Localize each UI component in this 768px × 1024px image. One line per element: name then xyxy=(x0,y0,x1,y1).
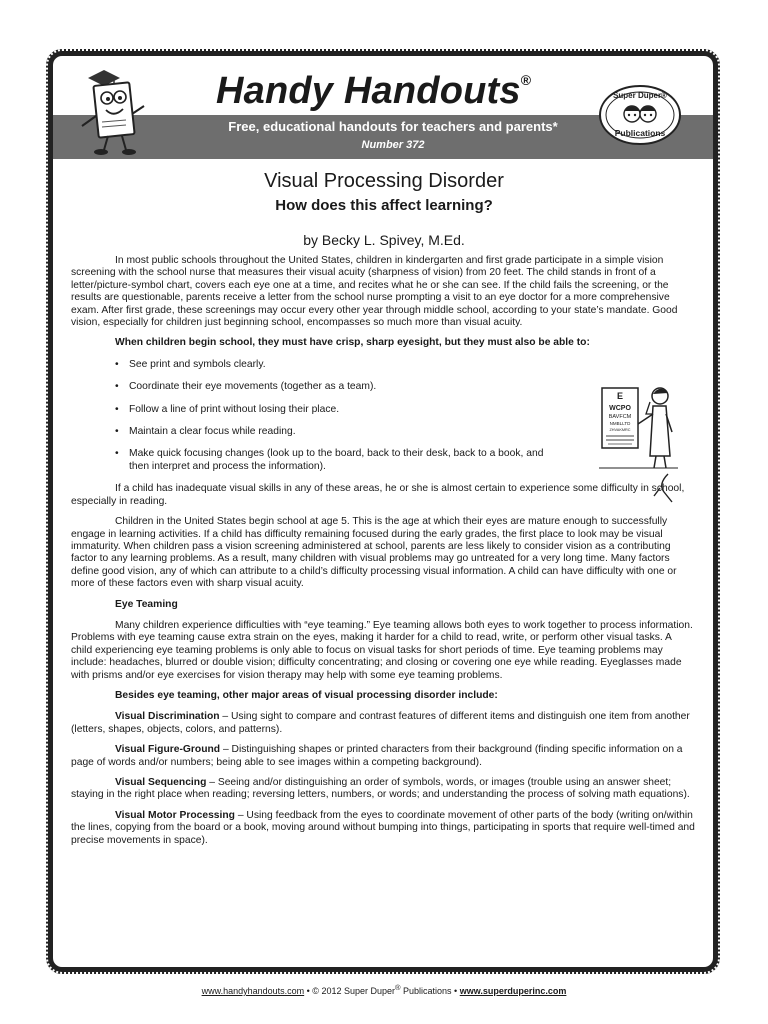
heading-eye-teaming: Eye Teaming xyxy=(115,598,178,610)
paragraph-age: Children in the United States begin school at age 5. This is the age at which their eyes are mature enough to successfully engage in learning activities. If a child has difficulty remaining focused during the early grades, the first place to look may be visual immaturity. When children pass a vision screening administered at school, parents are less likely to consider vision as a contributing factor to any learning problems. As a result, many children with visual problems may go untreated for a very long time. Many factors define good vision, any of which can attribute to a child’s difficulty processing visual information. A child can have difficulty with one or more of these factors even with sharp visual acuity. xyxy=(71,516,677,590)
handout-number: Number 372 xyxy=(361,139,425,151)
area-item xyxy=(71,711,695,736)
list-item: • Make quick focusing changes (look up to the board, back to their desk, back to a book, and then interpret and process the information). xyxy=(115,448,545,473)
list-item: • Follow a line of print without losing their place. xyxy=(115,404,545,416)
areas-lead: Besides eye teaming, other major areas of visual processing disorder include: xyxy=(115,689,498,701)
bullet-lead: When children begin school, they must have crisp, sharp eyesight, but they must also be able to: xyxy=(115,337,590,349)
paragraph-eye-teaming: Many children experience difficulties with “eye teaming.” Eye teaming allows both eyes to work together to process information. Problems with eye teaming cause extra strain on the eyes, making it harder for a child to read, write, or perform other visual tasks. A child experiencing eye teaming problems is only able to focus on visual tasks for short periods of time. Eye teaming problems may include: headaches, blurred or double vision; difficulty concentrating; and closing or covering one eye while reading. Eyeglasses made with prisms and/or eye exercises for vision therapy may help with some eye teaming problems. xyxy=(71,619,693,681)
footer-copyright: • © 2012 Super Duper xyxy=(304,986,395,996)
badge-bottom-text: Publications xyxy=(614,128,666,138)
article-body xyxy=(71,255,695,855)
brand-title xyxy=(216,70,531,113)
badge-top-text: Super Duper® xyxy=(613,91,667,100)
list-item: • Coordinate their eye movements (together as a team). xyxy=(115,381,545,393)
footer-publisher: Publications • xyxy=(400,986,460,996)
article-subtitle: How does this affect learning? xyxy=(275,197,493,214)
chart-line-5: ZHVAKMRC xyxy=(609,428,631,432)
header-tagline: Free, educational handouts for teachers and parents* xyxy=(228,119,558,134)
paragraph-inadequate: If a child has inadequate visual skills in any of these areas, he or she is almost certain to experience some difficulty in school, especially in reading. xyxy=(71,483,685,507)
eye-exam-illustration xyxy=(598,384,680,508)
area-item xyxy=(71,810,695,847)
list-item: • Maintain a clear focus while reading. xyxy=(115,426,545,438)
chart-line-4: NMBLLTD xyxy=(609,421,631,426)
area-item xyxy=(71,744,695,769)
area-text: – Seeing and/or distinguishing an order of symbols, words, or images (trouble using an answer sheet; staying in the right place when reading; reversing letters, numbers, or words; and understanding the process of solving math equations). xyxy=(71,777,690,801)
registered-mark: ® xyxy=(520,72,532,88)
area-term: Visual Discrimination xyxy=(115,711,220,723)
list-item: • See print and symbols clearly. xyxy=(115,359,545,371)
brand-title-text: Handy Handouts xyxy=(216,70,521,112)
footer-reg: ® xyxy=(395,983,401,992)
area-text: – Using sight to compare and contrast features of different items and distinguish one item from another (letters, shapes, objects, colors, and patterns). xyxy=(71,711,690,735)
chart-line-1: E xyxy=(616,391,624,401)
page-footer xyxy=(0,983,768,996)
chart-line-3: BAVFCM xyxy=(608,414,632,420)
area-term: Visual Figure-Ground xyxy=(115,744,221,756)
area-text: – Distinguishing shapes or printed characters from their background (finding specific information on a page of words and/or numbers; being able to see images within a competing background). xyxy=(71,744,683,768)
publisher-logo xyxy=(598,84,682,146)
chart-line-2: WCPO xyxy=(609,405,631,412)
mascot-icon xyxy=(74,66,152,158)
footer-link-superduper[interactable]: www.superduperinc.com xyxy=(459,986,567,996)
article-title: Visual Processing Disorder xyxy=(264,170,504,192)
article-author: by Becky L. Spivey, M.Ed. xyxy=(303,232,465,248)
area-text: – Using feedback from the eyes to coordinate movement of other parts of the body (writing on/within the lines, copying from the board or a book, moving around without bumping into things, participating in sports that require well-timed and precise movements in space). xyxy=(71,809,695,846)
skills-list xyxy=(71,359,545,473)
area-term: Visual Motor Processing xyxy=(115,809,235,821)
area-term: Visual Sequencing xyxy=(115,777,207,788)
area-item xyxy=(71,777,695,802)
paragraph-intro: In most public schools throughout the United States, children in kindergarten and first grade participate in a simple vision screening with the school nurse that measures their visual acuity (sharpness of vision) from 20 feet. The child stands in front of a letter/picture-symbol chart, covers each eye one at a time, and recites what he or she can see. If the child fails the screening, or the results are questionable, parents receive a letter from the school nurse prompting a visit to an eye doctor for a more comprehensive exam. After first grade, these screenings may occur every other year through middle school, according to your state’s mandate. Good vision, especially for children just beginning school, encompasses so much more than visual acuity. xyxy=(71,255,678,329)
footer-link-handyhandouts[interactable]: www.handyhandouts.com xyxy=(201,986,305,996)
